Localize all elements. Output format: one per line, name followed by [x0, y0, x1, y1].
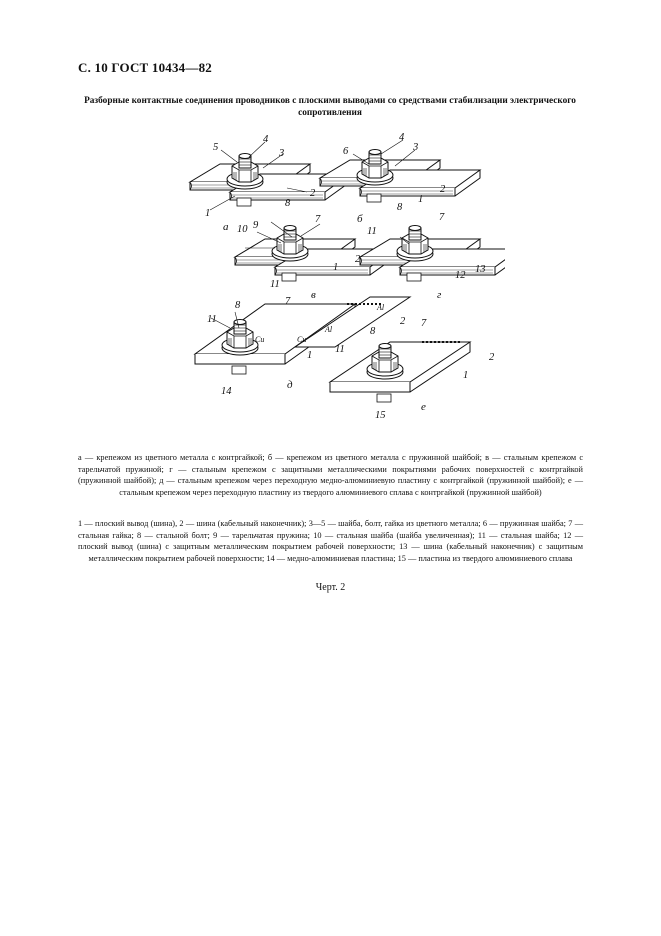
label-d-cu1: Cu	[255, 335, 265, 344]
label-b-6: 6	[343, 146, 349, 157]
figure-title: Разборные контактные соединения проводников с плоскими выводами со средствами стабилизации электрического сопротивления	[84, 96, 576, 118]
label-a-5: 5	[213, 142, 219, 153]
label-v-letter: в	[311, 289, 316, 301]
label-e-2: 2	[489, 352, 495, 363]
label-v-1: 1	[333, 262, 339, 273]
label-e-7: 7	[421, 318, 427, 329]
label-v-11: 11	[270, 279, 280, 290]
technical-drawing	[175, 132, 505, 432]
assembly-b	[320, 150, 480, 203]
assembly-e	[330, 342, 470, 402]
drawing-canvas	[175, 132, 505, 432]
label-v-8: 8	[285, 198, 291, 209]
label-e-1: 1	[463, 370, 469, 381]
label-b-letter: б	[357, 213, 363, 225]
label-a-2: 2	[310, 188, 316, 199]
label-d-14: 14	[221, 386, 232, 397]
label-e-11: 11	[335, 344, 345, 355]
label-a-letter: а	[223, 221, 229, 233]
caption-parts-text: 1 — плоский вывод (шина), 2 — шина (кабельный наконечник); 3—5 — шайба, болт, гайка из цветного металла; 6 — пружинная шайба; 7 — стальная гайка; 8 — стальной болт; 9 — тарельчатая пружина; 10 — стальная шайба (шайба увеличенная); 11 — стальная шайба; 12 — плоский вывод (шина) с защитным металлическим покрытием рабочей поверхности; 13 — шина (кабельный наконечник) с защитным металлическим покрытием рабочей поверхности; 14 — медно-алюминиевая пластина; 15 — пластина из твердого алюминиевого сплава	[78, 519, 583, 563]
label-d-cu2: Cu	[297, 335, 307, 344]
label-g-letter: г	[437, 289, 442, 301]
label-b-2: 2	[440, 184, 446, 195]
label-b-1: 1	[418, 194, 424, 205]
label-d-7: 7	[285, 296, 291, 307]
label-g-11: 11	[367, 226, 377, 237]
label-d-al1: Al	[325, 325, 333, 334]
figure-number: Черт. 2	[315, 582, 346, 593]
label-d-8: 8	[235, 300, 241, 311]
page-header: С. 10 ГОСТ 10434—82	[78, 60, 212, 75]
label-d-1: 1	[307, 350, 313, 361]
label-d-al2: Al	[377, 303, 385, 312]
label-v-10: 10	[237, 224, 248, 235]
label-d-2: 2	[400, 316, 406, 327]
label-d-letter: д	[287, 379, 293, 391]
label-e-15: 15	[375, 410, 386, 421]
caption-parts	[78, 518, 583, 564]
label-e-8: 8	[370, 326, 376, 337]
caption-variants	[78, 452, 583, 498]
label-g-7: 7	[439, 212, 445, 223]
label-g-12: 12	[455, 270, 466, 281]
label-a-1: 1	[205, 208, 211, 219]
caption-variants-text: а — крепежом из цветного металла с контргайкой; б — крепежом из цветного металла с пружинной шайбой; в — стальным крепежом с тарельчатой пружиной; г — стальным крепежом с защитными металлическими покрытиями рабочих поверхностей с контргайкой (пружинной шайбой); д — стальным крепежом через переходную медно-алюминиевую пластину с контргайкой (пружинной шайбой); е — стальным крепежом через переходную пластину из твердого алюминиевого сплава с контргайкой (пружинной шайбой)	[78, 453, 583, 497]
label-e-letter: е	[421, 401, 426, 413]
label-v-9: 9	[253, 220, 259, 231]
label-b-4: 4	[399, 132, 405, 143]
label-a-3: 3	[279, 148, 285, 159]
label-d-11: 11	[207, 314, 217, 325]
label-v-7: 7	[315, 214, 321, 225]
label-b-3: 3	[413, 142, 419, 153]
label-b-8: 8	[397, 202, 403, 213]
label-a-4: 4	[263, 134, 269, 145]
label-g-13: 13	[475, 264, 486, 275]
label-v-2: 2	[355, 254, 361, 265]
